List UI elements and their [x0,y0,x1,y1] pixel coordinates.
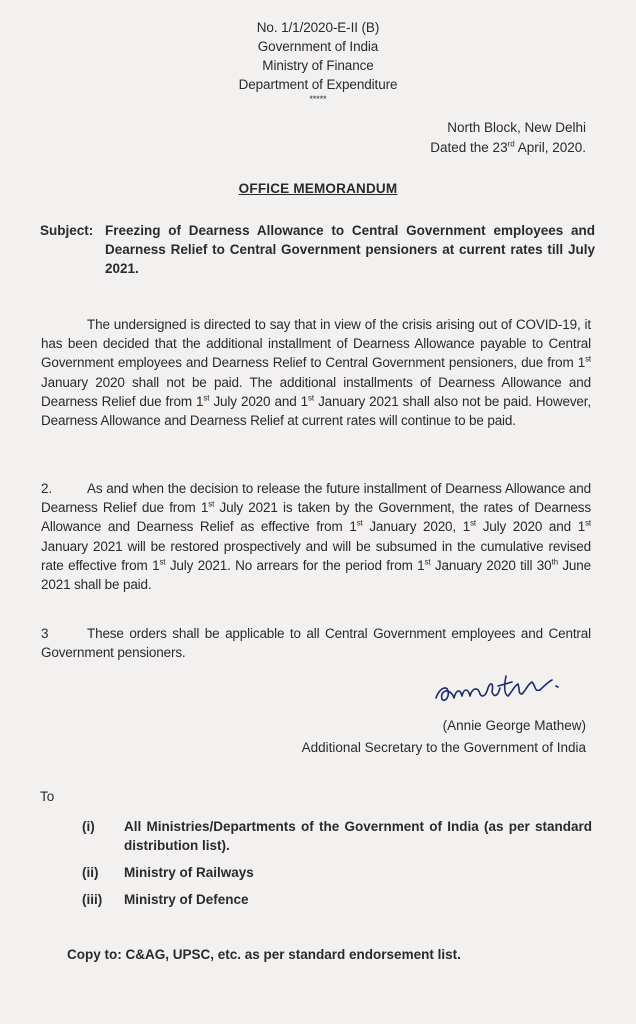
date-line: Dated the 23rd April, 2020. [430,139,586,155]
memo-title: OFFICE MEMORANDUM [238,181,398,196]
header-stars: ***** [309,94,327,104]
paragraph-2-number: 2. [41,481,52,496]
government-name: Government of India [257,39,379,54]
list-item [82,890,592,909]
handwritten-signature [432,668,582,712]
list-item [82,817,592,855]
ministry-name: Ministry of Finance [262,58,374,73]
paragraph-2: 2. As and when the decision to release the future installment of Dearness Allowance and Dearness Relief due from 1st July 2021 is taken by the Government, the rates of Dearness Allowance and Dearness Relief as effective from 1st January 2020, 1st July 2020 and 1st January 2021 will be restored prospectively and will be subsumed in the cumulative revised rate effective from 1st July 2021. No arrears for the period from 1st January 2020 till 30th June 2021 shall be paid. [41,481,591,593]
subject-label: Subject: [40,223,94,238]
subject-text: Freezing of Dearness Allowance to Central Government employees and Dearness Relief to Central Government pensioners at current rates till July 2021. [105,223,595,276]
copy-to-line: Copy to: C&AG, UPSC, etc. as per standard endorsement list. [67,947,461,962]
list-item-index: (ii) [82,865,99,880]
list-item-text: All Ministries/Departments of the Government of India (as per standard distribution list). [124,819,592,853]
list-item-index: (i) [82,819,95,834]
subject-block [40,221,595,278]
signatory-name: (Annie George Mathew) [442,718,586,733]
paragraph-3: 3 These orders shall be applicable to all Central Government employees and Central Government pensioners. [41,626,591,661]
memo-header [178,18,458,104]
department-name: Department of Expenditure [238,77,398,92]
reference-number: No. 1/1/2020-E-II (B) [256,20,380,35]
distribution-list [82,817,592,917]
signatory-designation: Additional Secretary to the Government of India [301,740,586,755]
list-item-text: Ministry of Railways [124,865,254,880]
list-item-index: (iii) [82,892,103,907]
list-item-text: Ministry of Defence [124,892,249,907]
place-date-block [430,118,586,158]
paragraph-1: The undersigned is directed to say that in view of the crisis arising out of COVID-19, it has been decided that the additional installment of Dearness Allowance payable to Central Government employees and Dearness Relief to Central Government pensioners, due from 1st January 2020 shall not be paid. The additional installments of Dearness Allowance and Dearness Relief due from 1st July 2020 and 1st January 2021 shall also not be paid. However, Dearness Allowance and Dearness Relief at current rates will continue to be paid. [41,317,591,429]
list-item [82,863,592,882]
to-label: To [40,789,55,804]
place-line: North Block, New Delhi [447,120,586,135]
paragraph-3-number: 3 [41,626,49,641]
